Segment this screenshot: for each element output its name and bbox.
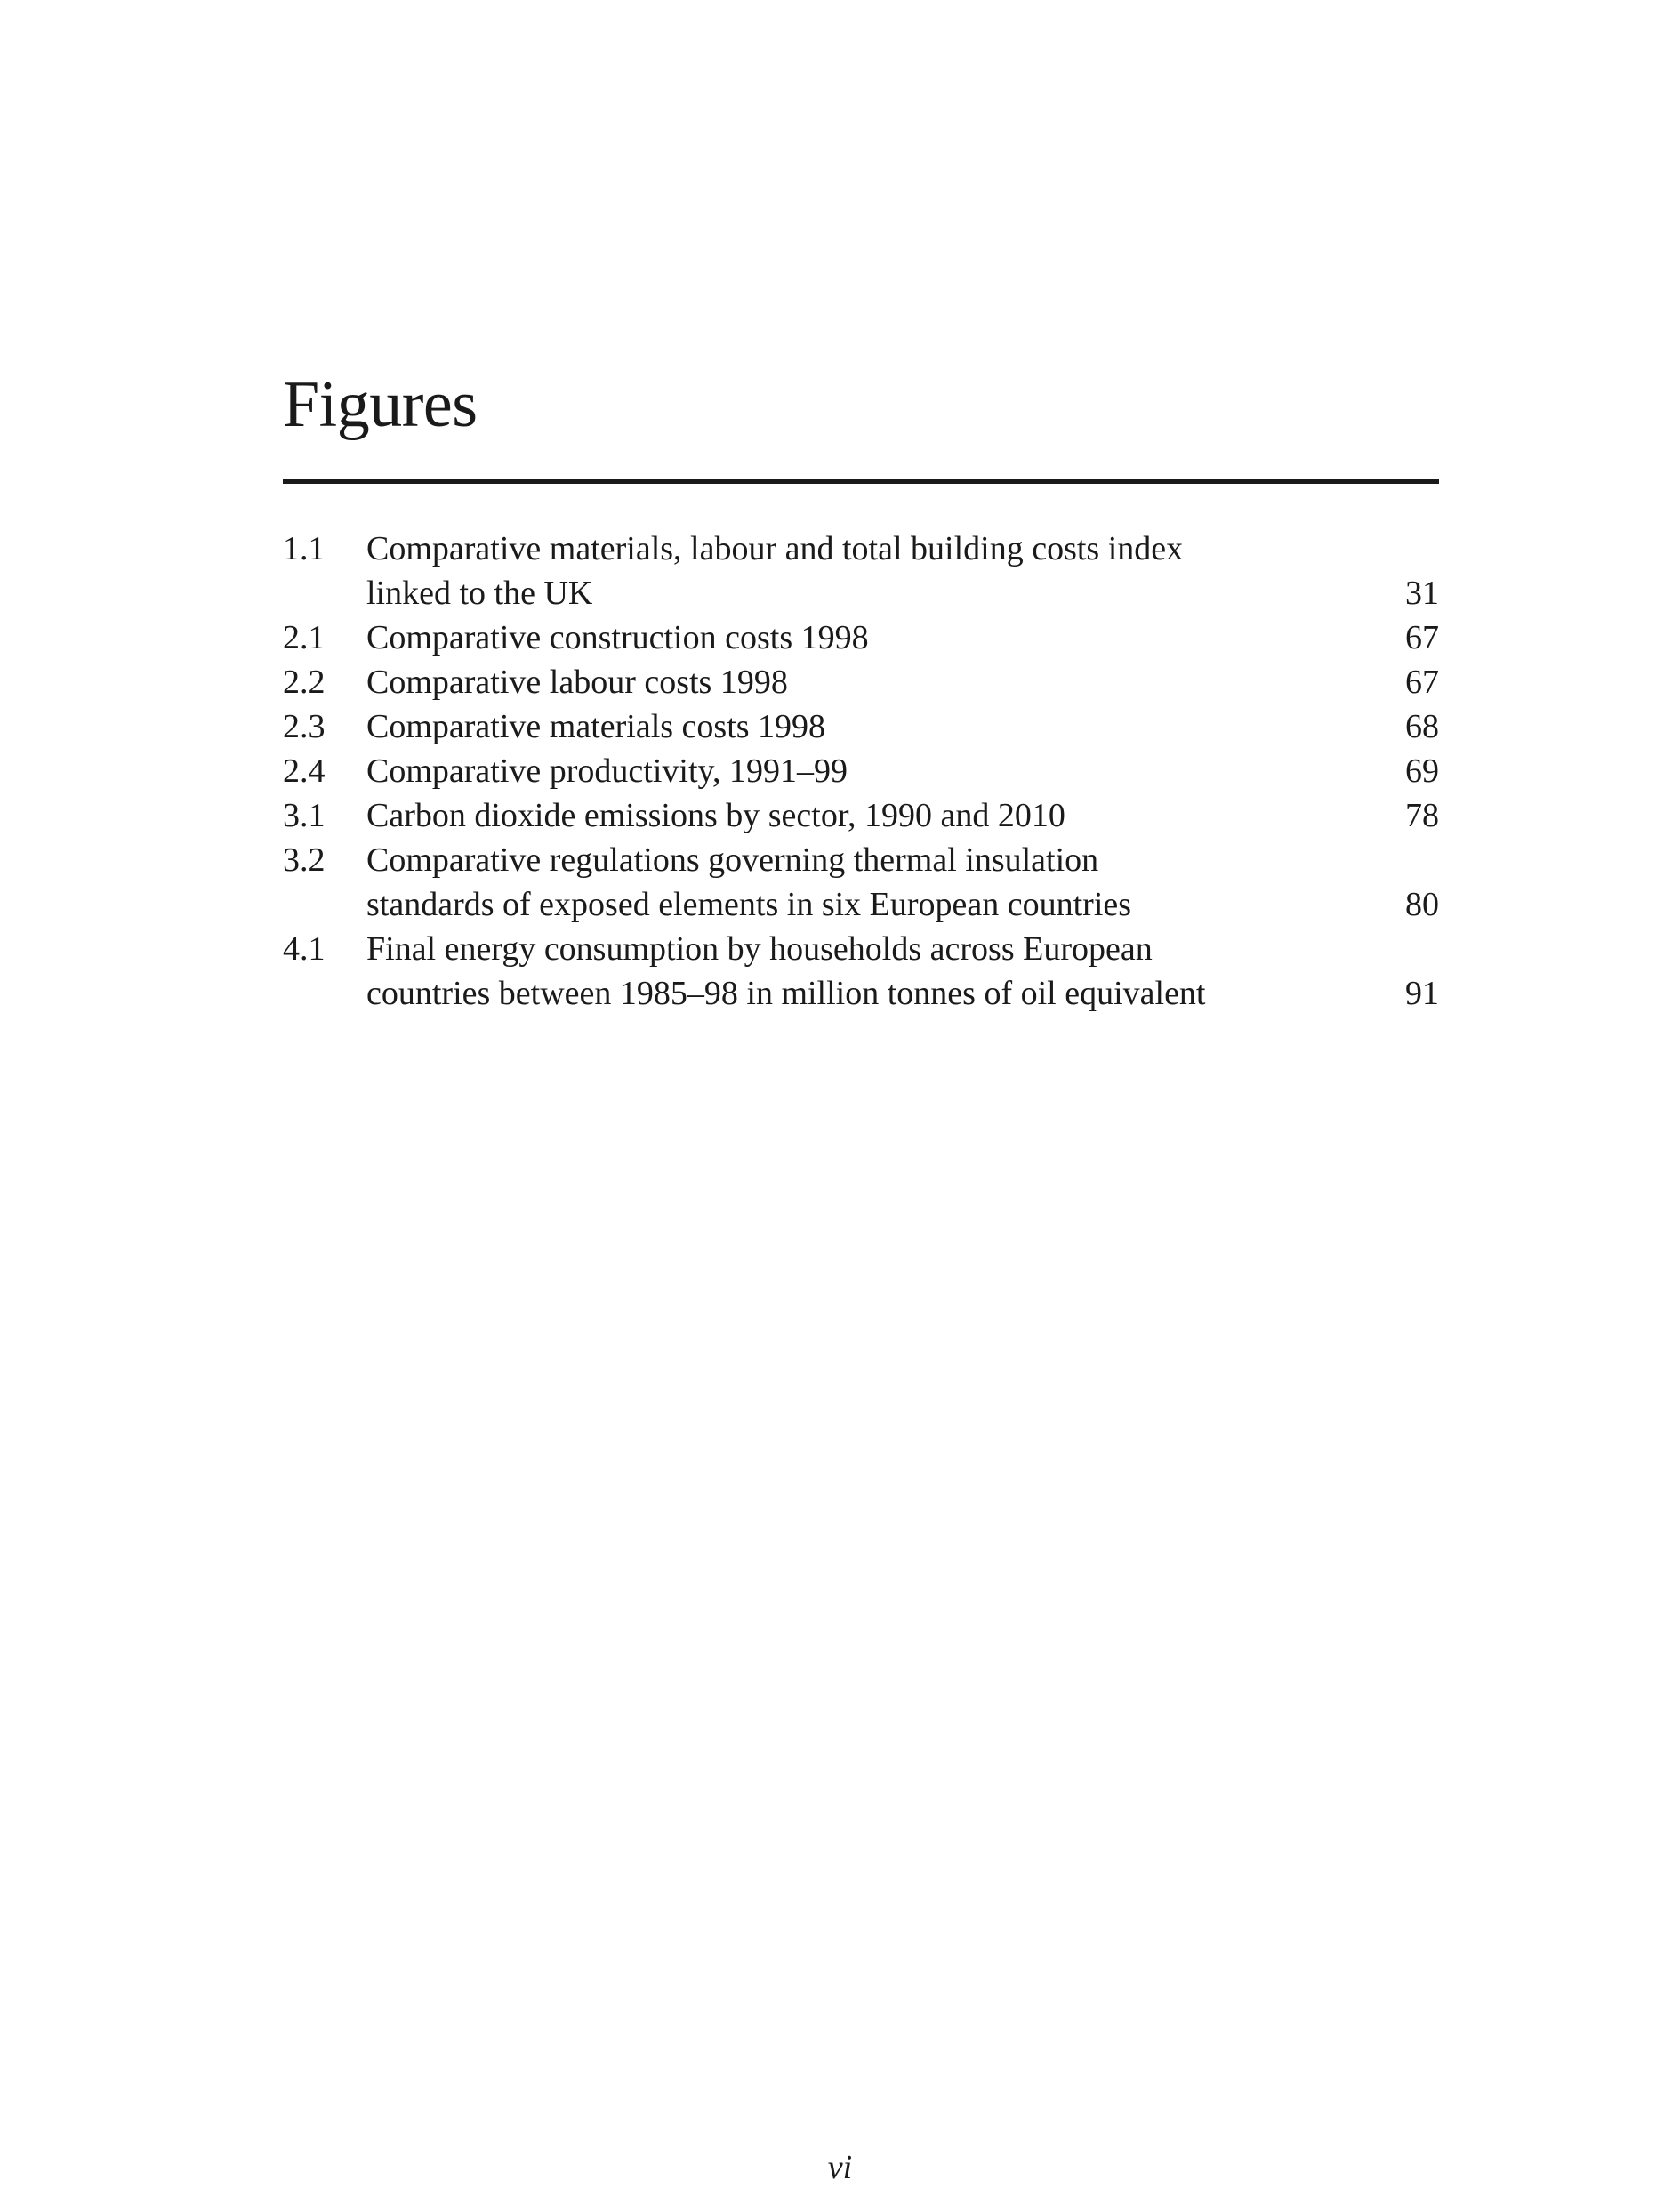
figure-title — [366, 793, 1370, 838]
figure-entry[interactable] — [283, 704, 1439, 749]
figure-title — [366, 749, 1370, 793]
figure-entry[interactable] — [283, 615, 1439, 660]
figure-page-number: 69 — [1405, 752, 1439, 790]
title-rule — [283, 479, 1439, 484]
page-number: vi — [827, 2149, 853, 2186]
figure-number: 2.1 — [283, 619, 326, 656]
figure-title — [366, 527, 1370, 615]
figure-number: 1.1 — [283, 530, 326, 567]
figure-entry[interactable] — [283, 838, 1439, 927]
figure-title — [366, 927, 1370, 1016]
figure-number: 2.4 — [283, 752, 326, 790]
figure-page-number: 78 — [1405, 797, 1439, 834]
figure-title — [366, 704, 1370, 749]
figure-page-number: 68 — [1405, 708, 1439, 745]
figure-list — [283, 527, 1439, 1016]
figure-title-line: Comparative materials costs 1998 — [366, 708, 826, 745]
figure-entry[interactable] — [283, 527, 1439, 615]
figure-entry[interactable] — [283, 793, 1439, 838]
figure-number: 2.2 — [283, 664, 326, 701]
figure-title-line: standards of exposed elements in six European countries — [366, 886, 1132, 923]
figure-title-line: linked to the UK — [366, 575, 593, 612]
figure-number: 3.1 — [283, 797, 326, 834]
figure-title-line: Comparative regulations governing thermal insulation — [366, 841, 1099, 879]
figure-page-number: 67 — [1405, 619, 1439, 656]
figure-number: 4.1 — [283, 930, 326, 968]
figure-title-line: Comparative materials, labour and total building costs index — [366, 530, 1184, 567]
figure-entry[interactable] — [283, 749, 1439, 793]
figure-page-number: 80 — [1405, 886, 1439, 923]
figure-title-line: Comparative productivity, 1991–99 — [366, 752, 848, 790]
figure-number: 2.3 — [283, 708, 326, 745]
figure-title — [366, 838, 1370, 927]
figure-title-line: Comparative labour costs 1998 — [366, 664, 788, 701]
figure-title-line: Carbon dioxide emissions by sector, 1990 and 2010 — [366, 797, 1065, 834]
figure-page-number: 31 — [1405, 575, 1439, 612]
page-title: Figures — [283, 368, 478, 441]
figure-number: 3.2 — [283, 841, 326, 879]
figure-title-line: Comparative construction costs 1998 — [366, 619, 869, 656]
figure-title — [366, 615, 1370, 660]
figure-title-line: countries between 1985–98 in million tonnes of oil equivalent — [366, 975, 1206, 1012]
figure-page-number: 91 — [1405, 975, 1439, 1012]
figure-title — [366, 660, 1370, 704]
figure-title-line: Final energy consumption by households across European — [366, 930, 1153, 968]
figure-entry[interactable] — [283, 927, 1439, 1016]
figure-page-number: 67 — [1405, 664, 1439, 701]
figure-entry[interactable] — [283, 660, 1439, 704]
